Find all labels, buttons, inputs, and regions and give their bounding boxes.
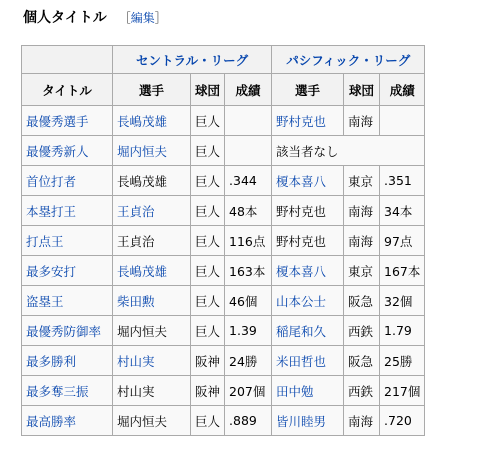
pacific-player-link[interactable]: 米田哲也 [272, 346, 344, 376]
pacific-player: 野村克也 [272, 196, 344, 226]
header-pacific-player: 選手 [272, 74, 344, 106]
central-player: 王貞治 [113, 226, 191, 256]
pacific-player-link[interactable]: 榎本喜八 [272, 256, 344, 286]
central-stat: 46個 [225, 286, 272, 316]
central-team: 巨人 [191, 106, 225, 136]
central-stat: 48本 [225, 196, 272, 226]
pacific-stat: 34本 [380, 196, 425, 226]
table-row [22, 226, 425, 256]
pacific-league-link[interactable]: パシフィック・リーグ [272, 46, 425, 74]
table-row [22, 106, 425, 136]
empty-corner-cell [22, 46, 113, 74]
central-stat: 116点 [225, 226, 272, 256]
pacific-team: 西鉄 [344, 376, 380, 406]
pacific-stat: .720 [380, 406, 425, 436]
central-team: 阪神 [191, 376, 225, 406]
pacific-team: 阪急 [344, 286, 380, 316]
pacific-team: 南海 [344, 196, 380, 226]
pacific-team: 東京 [344, 256, 380, 286]
title-link[interactable]: 最優秀新人 [22, 136, 113, 166]
header-pacific-stat: 成績 [380, 74, 425, 106]
central-player-link[interactable]: 長嶋茂雄 [113, 256, 191, 286]
central-player-link[interactable]: 村山実 [113, 346, 191, 376]
title-link[interactable]: 盗塁王 [22, 286, 113, 316]
table-row [22, 166, 425, 196]
central-player: 村山実 [113, 376, 191, 406]
central-stat: .889 [225, 406, 272, 436]
table-row [22, 346, 425, 376]
pacific-team: 南海 [344, 226, 380, 256]
central-stat [225, 106, 272, 136]
pacific-stat [380, 106, 425, 136]
title-link[interactable]: 本塁打王 [22, 196, 113, 226]
edit-link[interactable]: 編集 [130, 11, 155, 25]
title-link[interactable]: 最高勝率 [22, 406, 113, 436]
pacific-player-link[interactable]: 皆川睦男 [272, 406, 344, 436]
central-team: 巨人 [191, 256, 225, 286]
pacific-stat: 25勝 [380, 346, 425, 376]
pacific-player-link[interactable]: 野村克也 [272, 106, 344, 136]
edit-bracket [119, 11, 167, 25]
title-link[interactable]: 最多勝利 [22, 346, 113, 376]
title-link[interactable]: 首位打者 [22, 166, 113, 196]
table-row [22, 196, 425, 226]
central-player: 長嶋茂雄 [113, 166, 191, 196]
central-team: 巨人 [191, 166, 225, 196]
central-player: 堀内恒夫 [113, 316, 191, 346]
central-stat: .344 [225, 166, 272, 196]
central-stat: 163本 [225, 256, 272, 286]
pacific-none: 該当者なし [272, 136, 425, 166]
central-player-link[interactable]: 柴田勲 [113, 286, 191, 316]
header-central-team: 球団 [191, 74, 225, 106]
header-title: タイトル [22, 74, 113, 106]
header-central-stat: 成績 [225, 74, 272, 106]
pacific-stat: 32個 [380, 286, 425, 316]
pacific-stat: 167本 [380, 256, 425, 286]
pacific-stat: 97点 [380, 226, 425, 256]
title-link[interactable]: 最優秀選手 [22, 106, 113, 136]
table-row [22, 286, 425, 316]
pacific-stat: 217個 [380, 376, 425, 406]
edit-close-bracket: ］ [154, 11, 167, 25]
central-team: 巨人 [191, 136, 225, 166]
central-team: 巨人 [191, 316, 225, 346]
central-team: 巨人 [191, 226, 225, 256]
pacific-team: 東京 [344, 166, 380, 196]
table-row [22, 256, 425, 286]
table-row [22, 406, 425, 436]
section-heading [23, 7, 167, 29]
central-player-link[interactable]: 長嶋茂雄 [113, 106, 191, 136]
central-stat: 207個 [225, 376, 272, 406]
central-stat: 1.39 [225, 316, 272, 346]
pacific-player-link[interactable]: 榎本喜八 [272, 166, 344, 196]
header-central-player: 選手 [113, 74, 191, 106]
central-player-link[interactable]: 堀内恒夫 [113, 136, 191, 166]
pacific-team: 南海 [344, 106, 380, 136]
title-link[interactable]: 最優秀防御率 [22, 316, 113, 346]
pacific-team: 西鉄 [344, 316, 380, 346]
pacific-player-link[interactable]: 稲尾和久 [272, 316, 344, 346]
edit-open-bracket: ［ [118, 11, 131, 25]
table-row [22, 316, 425, 346]
central-team: 巨人 [191, 286, 225, 316]
pacific-stat: .351 [380, 166, 425, 196]
title-link[interactable]: 最多奪三振 [22, 376, 113, 406]
central-team: 阪神 [191, 346, 225, 376]
central-team: 巨人 [191, 196, 225, 226]
central-team: 巨人 [191, 406, 225, 436]
table-row [22, 136, 425, 166]
pacific-player-link[interactable]: 田中勉 [272, 376, 344, 406]
column-header-row [22, 74, 425, 106]
pacific-team: 南海 [344, 406, 380, 436]
pacific-player-link[interactable]: 山本公士 [272, 286, 344, 316]
section-title: 個人タイトル [23, 10, 107, 26]
pacific-player: 野村克也 [272, 226, 344, 256]
title-link[interactable]: 最多安打 [22, 256, 113, 286]
league-header-row [22, 46, 425, 74]
header-pacific-team: 球団 [344, 74, 380, 106]
title-link[interactable]: 打点王 [22, 226, 113, 256]
table-row [22, 376, 425, 406]
central-player-link[interactable]: 王貞治 [113, 196, 191, 226]
central-league-link[interactable]: セントラル・リーグ [113, 46, 272, 74]
pacific-stat: 1.79 [380, 316, 425, 346]
title-table [21, 45, 425, 436]
central-player: 堀内恒夫 [113, 406, 191, 436]
central-stat: 24勝 [225, 346, 272, 376]
pacific-team: 阪急 [344, 346, 380, 376]
central-stat [225, 136, 272, 166]
